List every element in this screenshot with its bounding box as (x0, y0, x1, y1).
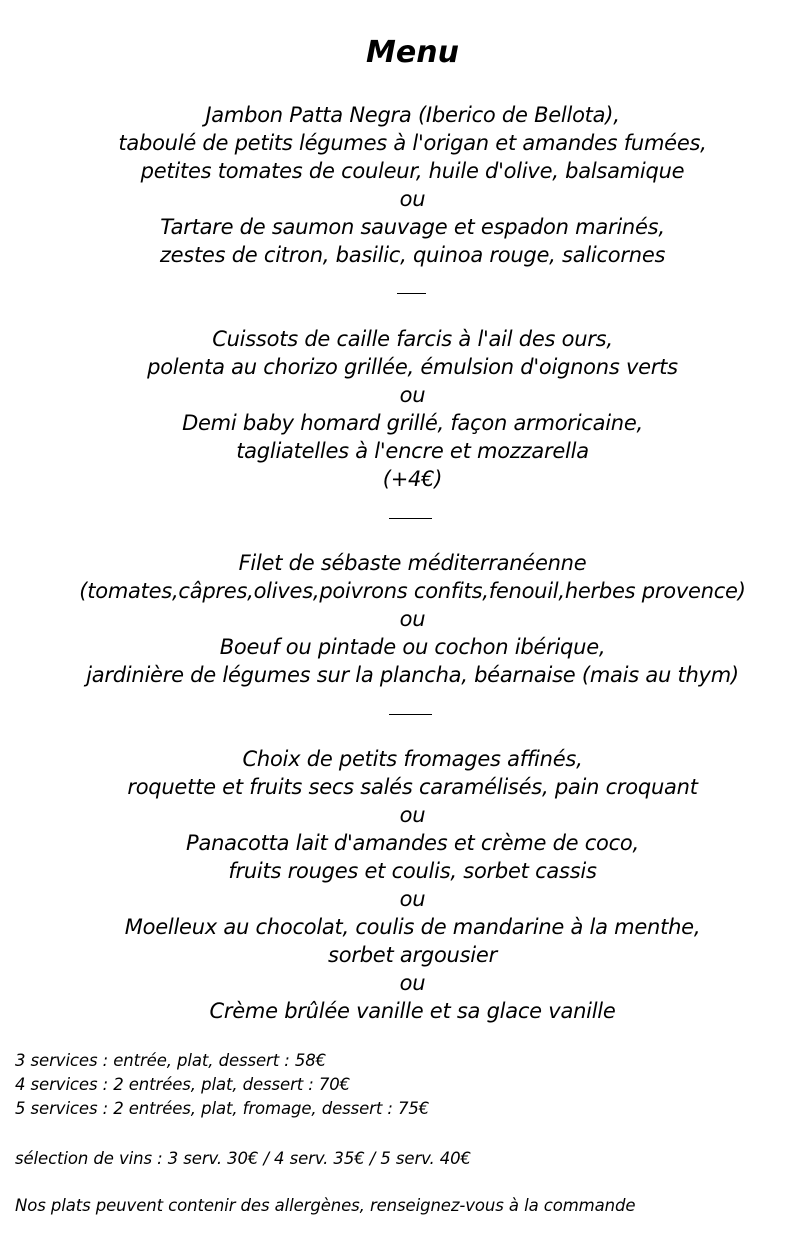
dish-line: (tomates,câpres,olives,poivrons confits,fenouil,herbes provence) (79, 579, 746, 603)
dish-line: Choix de petits fromages affinés, (242, 747, 583, 771)
wine-selection (15, 1147, 785, 1171)
course-starters (0, 101, 800, 269)
dish-line: Panacotta lait d'amandes et crème de coco, (186, 831, 639, 855)
dish-line: roquette et fruits secs salés caramélisés, pain croquant (127, 775, 698, 799)
dish-line: taboulé de petits légumes à l'origan et amandes fumées, (118, 131, 707, 155)
dish-line: petites tomates de couleur, huile d'olive, balsamique (140, 159, 685, 183)
dish-line: Filet de sébaste méditerranéenne (238, 551, 587, 575)
allergen-notice-text: Nos plats peuvent contenir des allergènes, renseignez-vous à la commande (15, 1196, 636, 1215)
course-divider (389, 714, 432, 715)
dish-line: Boeuf ou pintade ou cochon ibérique, (219, 635, 606, 659)
dish-line: jardinière de légumes sur la plancha, béarnaise (mais au thym) (86, 663, 739, 687)
wine-selection-text: sélection de vins : 3 serv. 30€ / 4 serv. 35€ / 5 serv. 40€ (15, 1149, 471, 1168)
dish-line: Jambon Patta Negra (Iberico de Bellota), (205, 103, 620, 127)
dish-line: zestes de citron, basilic, quinoa rouge, salicornes (159, 243, 666, 267)
or-separator: ou (399, 971, 426, 995)
dish-line: tagliatelles à l'encre et mozzarella (236, 439, 589, 463)
course-mains (0, 549, 800, 689)
price-line: 5 services : 2 entrées, plat, fromage, dessert : 75€ (15, 1099, 430, 1118)
dish-line: Crème brûlée vanille et sa glace vanille (209, 999, 616, 1023)
or-separator: ou (399, 607, 426, 631)
allergen-notice (15, 1194, 785, 1218)
course-second (0, 325, 800, 493)
price-line: 4 services : 2 entrées, plat, dessert : 70€ (15, 1075, 351, 1094)
dish-line: Demi baby homard grillé, façon armoricaine, (182, 411, 643, 435)
price-supplement: (+4€) (382, 467, 443, 491)
or-separator: ou (399, 887, 426, 911)
or-separator: ou (399, 803, 426, 827)
or-separator: ou (399, 187, 426, 211)
page-title: Menu (366, 35, 459, 70)
course-desserts (0, 745, 800, 1025)
dish-line: fruits rouges et coulis, sorbet cassis (228, 859, 597, 883)
dish-line: Cuissots de caille farcis à l'ail des ours, (212, 327, 613, 351)
dish-line: polenta au chorizo grillée, émulsion d'oignons verts (147, 355, 678, 379)
or-separator: ou (399, 383, 426, 407)
price-list (15, 1049, 785, 1121)
dish-line: sorbet argousier (328, 943, 497, 967)
dish-line: Tartare de saumon sauvage et espadon marinés, (160, 215, 665, 239)
dish-line: Moelleux au chocolat, coulis de mandarine à la menthe, (124, 915, 701, 939)
course-divider (389, 518, 432, 519)
price-line: 3 services : entrée, plat, dessert : 58€ (15, 1051, 327, 1070)
course-divider (397, 293, 426, 294)
